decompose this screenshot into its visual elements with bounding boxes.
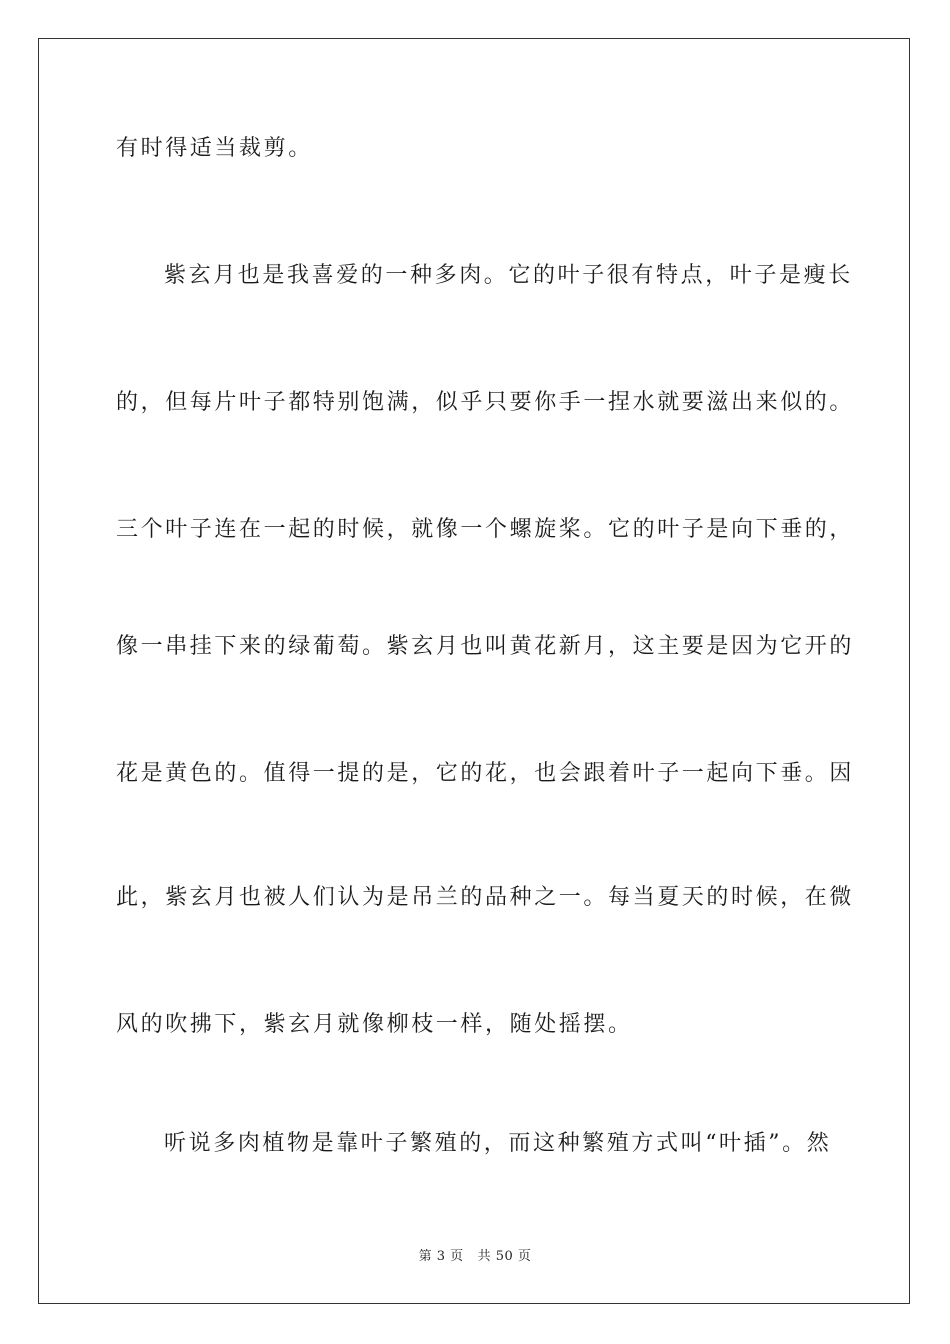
page-number: 第 3 页 xyxy=(418,1249,464,1264)
text-line-8: 风的吹拂下，紫玄月就像柳枝一样，随处摇摆。 xyxy=(116,1012,633,1037)
text-line-7: 此，紫玄月也被人们认为是吊兰的品种之一。每当夏天的时候，在微 xyxy=(116,885,855,910)
text-line-3: 的，但每片叶子都特别饱满，似乎只要你手一捏水就要滋出来似的。 xyxy=(116,390,855,415)
page-total: 共 50 页 xyxy=(477,1249,532,1264)
text-line-9: 听说多肉植物是靠叶子繁殖的，而这种繁殖方式叫“叶插”。然 xyxy=(164,1131,832,1156)
text-line-4: 三个叶子连在一起的时候，就像一个螺旋桨。它的叶子是向下垂的， xyxy=(116,517,855,542)
text-line-2: 紫玄月也是我喜爱的一种多肉。它的叶子很有特点，叶子是瘦长 xyxy=(164,263,853,288)
page-border xyxy=(38,38,910,1304)
text-line-6: 花是黄色的。值得一提的是，它的花，也会跟着叶子一起向下垂。因 xyxy=(116,761,855,786)
text-line-1: 有时得适当裁剪。 xyxy=(116,136,313,161)
page-footer xyxy=(0,1248,950,1266)
text-line-5: 像一串挂下来的绿葡萄。紫玄月也叫黄花新月，这主要是因为它开的 xyxy=(116,634,855,659)
